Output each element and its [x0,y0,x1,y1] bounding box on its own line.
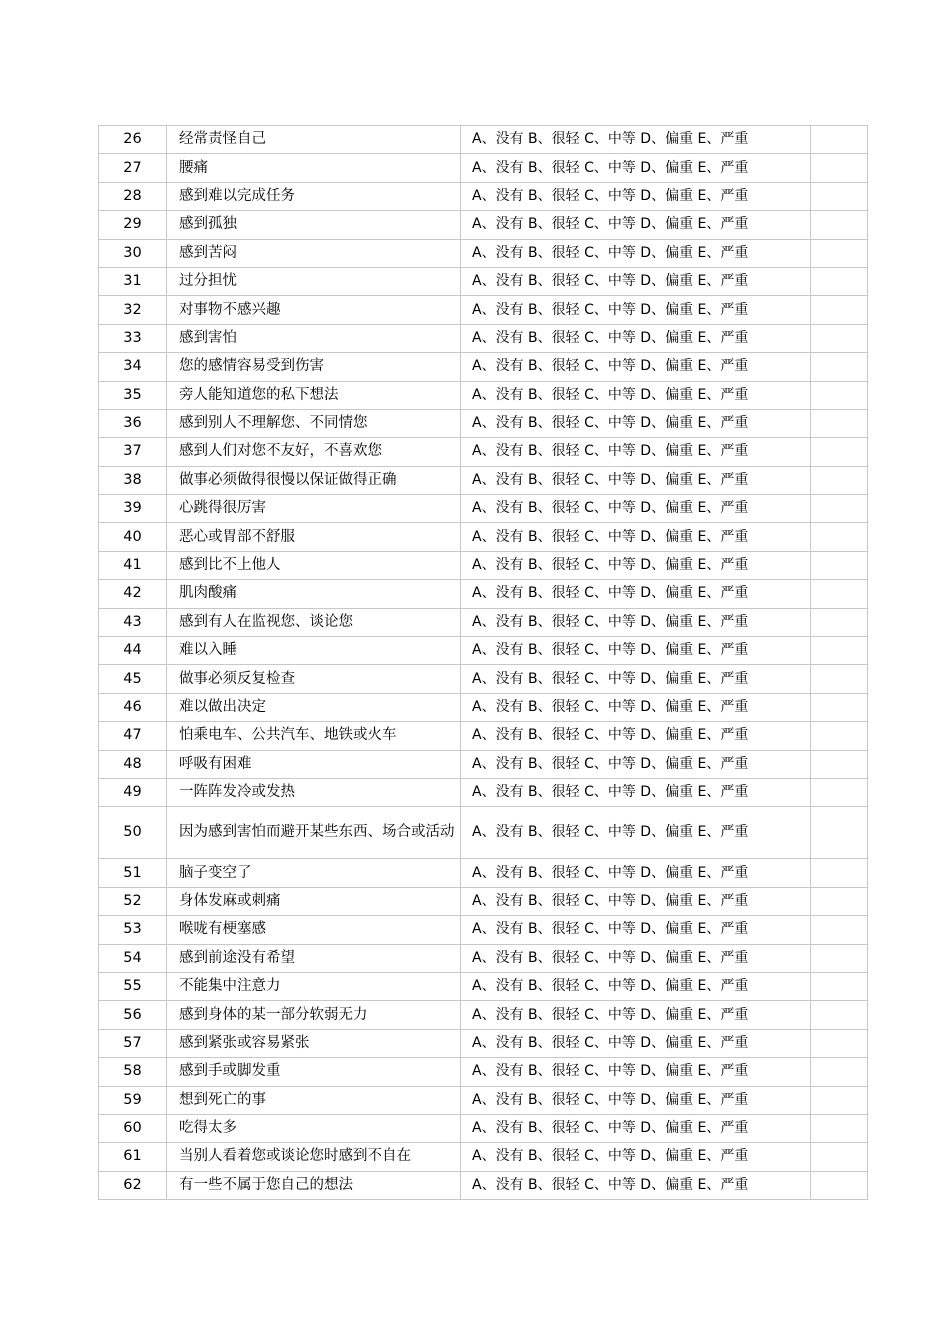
question-number: 32 [99,296,167,324]
answer-cell[interactable] [811,523,868,551]
answer-cell[interactable] [811,438,868,466]
question-row [99,1114,868,1142]
question-row [99,1171,868,1199]
answer-cell[interactable] [811,693,868,721]
answer-cell[interactable] [811,1171,868,1199]
answer-cell[interactable] [811,1058,868,1086]
question-number: 37 [99,438,167,466]
question-text: 感到手或脚发重 [167,1058,461,1086]
question-row [99,1029,868,1057]
answer-cell[interactable] [811,239,868,267]
question-number: 57 [99,1029,167,1057]
question-row [99,551,868,579]
question-row [99,887,868,915]
question-number: 28 [99,182,167,210]
answer-cell[interactable] [811,807,868,859]
question-text: 感到害怕 [167,324,461,352]
answer-options: A、没有 B、很轻 C、中等 D、偏重 E、严重 [461,523,811,551]
answer-cell[interactable] [811,1029,868,1057]
question-text: 您的感情容易受到伤害 [167,353,461,381]
question-text: 感到孤独 [167,211,461,239]
answer-cell[interactable] [811,944,868,972]
question-text: 吃得太多 [167,1114,461,1142]
answer-options: A、没有 B、很轻 C、中等 D、偏重 E、严重 [461,1086,811,1114]
answer-cell[interactable] [811,551,868,579]
question-text: 经常责怪自己 [167,126,461,154]
question-row [99,1143,868,1171]
answer-options: A、没有 B、很轻 C、中等 D、偏重 E、严重 [461,495,811,523]
answer-cell[interactable] [811,778,868,806]
question-text: 做事必须做得很慢以保证做得正确 [167,466,461,494]
question-number: 36 [99,409,167,437]
question-text: 难以做出决定 [167,693,461,721]
question-row [99,580,868,608]
answer-options: A、没有 B、很轻 C、中等 D、偏重 E、严重 [461,608,811,636]
question-row [99,807,868,859]
question-row [99,154,868,182]
answer-cell[interactable] [811,154,868,182]
question-text: 喉咙有梗塞感 [167,916,461,944]
answer-options: A、没有 B、很轻 C、中等 D、偏重 E、严重 [461,438,811,466]
answer-cell[interactable] [811,665,868,693]
question-text: 有一些不属于您自己的想法 [167,1171,461,1199]
question-row [99,239,868,267]
question-number: 54 [99,944,167,972]
answer-cell[interactable] [811,211,868,239]
question-number: 51 [99,859,167,887]
question-text: 感到比不上他人 [167,551,461,579]
answer-cell[interactable] [811,580,868,608]
answer-options: A、没有 B、很轻 C、中等 D、偏重 E、严重 [461,154,811,182]
question-row [99,324,868,352]
question-number: 46 [99,693,167,721]
question-number: 34 [99,353,167,381]
answer-cell[interactable] [811,126,868,154]
answer-cell[interactable] [811,296,868,324]
question-number: 62 [99,1171,167,1199]
answer-cell[interactable] [811,859,868,887]
question-number: 53 [99,916,167,944]
question-row [99,778,868,806]
question-number: 55 [99,972,167,1000]
answer-cell[interactable] [811,381,868,409]
question-row [99,523,868,551]
question-text: 感到紧张或容易紧张 [167,1029,461,1057]
answer-options: A、没有 B、很轻 C、中等 D、偏重 E、严重 [461,944,811,972]
question-text: 一阵阵发冷或发热 [167,778,461,806]
question-row [99,859,868,887]
answer-options: A、没有 B、很轻 C、中等 D、偏重 E、严重 [461,887,811,915]
answer-options: A、没有 B、很轻 C、中等 D、偏重 E、严重 [461,296,811,324]
question-row [99,126,868,154]
question-row [99,353,868,381]
questionnaire-body [99,126,868,1200]
question-number: 58 [99,1058,167,1086]
question-text: 感到苦闷 [167,239,461,267]
question-number: 52 [99,887,167,915]
question-number: 35 [99,381,167,409]
question-text: 身体发麻或刺痛 [167,887,461,915]
answer-options: A、没有 B、很轻 C、中等 D、偏重 E、严重 [461,807,811,859]
question-text: 难以入睡 [167,637,461,665]
answer-options: A、没有 B、很轻 C、中等 D、偏重 E、严重 [461,126,811,154]
answer-options: A、没有 B、很轻 C、中等 D、偏重 E、严重 [461,750,811,778]
question-text: 感到人们对您不友好，不喜欢您 [167,438,461,466]
question-row [99,637,868,665]
question-number: 26 [99,126,167,154]
question-text: 腰痛 [167,154,461,182]
question-row [99,267,868,295]
answer-cell[interactable] [811,722,868,750]
question-text: 过分担忧 [167,267,461,295]
answer-cell[interactable] [811,1086,868,1114]
answer-options: A、没有 B、很轻 C、中等 D、偏重 E、严重 [461,1029,811,1057]
questionnaire-table [98,125,868,1200]
question-row [99,438,868,466]
question-row [99,211,868,239]
question-text: 对事物不感兴趣 [167,296,461,324]
answer-options: A、没有 B、很轻 C、中等 D、偏重 E、严重 [461,1171,811,1199]
answer-options: A、没有 B、很轻 C、中等 D、偏重 E、严重 [461,409,811,437]
question-text: 旁人能知道您的私下想法 [167,381,461,409]
question-text: 感到前途没有希望 [167,944,461,972]
question-text: 恶心或胃部不舒服 [167,523,461,551]
answer-options: A、没有 B、很轻 C、中等 D、偏重 E、严重 [461,1114,811,1142]
question-number: 38 [99,466,167,494]
question-number: 43 [99,608,167,636]
question-number: 33 [99,324,167,352]
answer-options: A、没有 B、很轻 C、中等 D、偏重 E、严重 [461,1058,811,1086]
answer-options: A、没有 B、很轻 C、中等 D、偏重 E、严重 [461,1143,811,1171]
question-row [99,916,868,944]
answer-options: A、没有 B、很轻 C、中等 D、偏重 E、严重 [461,778,811,806]
question-number: 48 [99,750,167,778]
answer-cell[interactable] [811,887,868,915]
question-text: 呼吸有困难 [167,750,461,778]
answer-options: A、没有 B、很轻 C、中等 D、偏重 E、严重 [461,859,811,887]
answer-options: A、没有 B、很轻 C、中等 D、偏重 E、严重 [461,637,811,665]
answer-options: A、没有 B、很轻 C、中等 D、偏重 E、严重 [461,211,811,239]
question-number: 39 [99,495,167,523]
answer-options: A、没有 B、很轻 C、中等 D、偏重 E、严重 [461,324,811,352]
answer-cell[interactable] [811,1001,868,1029]
question-number: 30 [99,239,167,267]
answer-cell[interactable] [811,750,868,778]
question-row [99,381,868,409]
question-row [99,1058,868,1086]
answer-options: A、没有 B、很轻 C、中等 D、偏重 E、严重 [461,182,811,210]
question-number: 56 [99,1001,167,1029]
question-text: 做事必须反复检查 [167,665,461,693]
question-row [99,466,868,494]
answer-options: A、没有 B、很轻 C、中等 D、偏重 E、严重 [461,916,811,944]
answer-options: A、没有 B、很轻 C、中等 D、偏重 E、严重 [461,267,811,295]
answer-options: A、没有 B、很轻 C、中等 D、偏重 E、严重 [461,722,811,750]
question-text: 想到死亡的事 [167,1086,461,1114]
question-row [99,296,868,324]
question-number: 31 [99,267,167,295]
question-row [99,972,868,1000]
question-text: 感到身体的某一部分软弱无力 [167,1001,461,1029]
question-text: 心跳得很厉害 [167,495,461,523]
question-number: 29 [99,211,167,239]
question-row [99,608,868,636]
question-number: 61 [99,1143,167,1171]
question-text: 怕乘电车、公共汽车、地铁或火车 [167,722,461,750]
answer-cell[interactable] [811,916,868,944]
answer-cell[interactable] [811,182,868,210]
question-row [99,1001,868,1029]
question-row [99,182,868,210]
question-text: 不能集中注意力 [167,972,461,1000]
answer-cell[interactable] [811,972,868,1000]
answer-cell[interactable] [811,1114,868,1142]
answer-options: A、没有 B、很轻 C、中等 D、偏重 E、严重 [461,972,811,1000]
answer-options: A、没有 B、很轻 C、中等 D、偏重 E、严重 [461,1001,811,1029]
answer-cell[interactable] [811,495,868,523]
question-number: 27 [99,154,167,182]
question-row [99,722,868,750]
question-text: 当别人看着您或谈论您时感到不自在 [167,1143,461,1171]
answer-cell[interactable] [811,608,868,636]
answer-options: A、没有 B、很轻 C、中等 D、偏重 E、严重 [461,381,811,409]
answer-options: A、没有 B、很轻 C、中等 D、偏重 E、严重 [461,580,811,608]
answer-cell[interactable] [811,353,868,381]
question-row [99,665,868,693]
answer-options: A、没有 B、很轻 C、中等 D、偏重 E、严重 [461,551,811,579]
question-row [99,495,868,523]
answer-cell[interactable] [811,409,868,437]
question-number: 49 [99,778,167,806]
answer-cell[interactable] [811,267,868,295]
answer-cell[interactable] [811,1143,868,1171]
question-row [99,409,868,437]
answer-options: A、没有 B、很轻 C、中等 D、偏重 E、严重 [461,353,811,381]
question-text: 感到有人在监视您、谈论您 [167,608,461,636]
question-number: 60 [99,1114,167,1142]
question-row [99,1086,868,1114]
question-text: 感到别人不理解您、不同情您 [167,409,461,437]
question-number: 40 [99,523,167,551]
answer-options: A、没有 B、很轻 C、中等 D、偏重 E、严重 [461,239,811,267]
question-row [99,750,868,778]
question-number: 42 [99,580,167,608]
question-row [99,693,868,721]
question-text: 因为感到害怕而避开某些东西、场合或活动 [167,807,461,859]
answer-options: A、没有 B、很轻 C、中等 D、偏重 E、严重 [461,466,811,494]
answer-options: A、没有 B、很轻 C、中等 D、偏重 E、严重 [461,693,811,721]
question-row [99,944,868,972]
question-number: 44 [99,637,167,665]
question-number: 41 [99,551,167,579]
question-number: 47 [99,722,167,750]
question-text: 肌肉酸痛 [167,580,461,608]
answer-options: A、没有 B、很轻 C、中等 D、偏重 E、严重 [461,665,811,693]
question-text: 感到难以完成任务 [167,182,461,210]
question-number: 50 [99,807,167,859]
answer-cell[interactable] [811,466,868,494]
question-text: 脑子变空了 [167,859,461,887]
question-number: 45 [99,665,167,693]
answer-cell[interactable] [811,324,868,352]
answer-cell[interactable] [811,637,868,665]
question-number: 59 [99,1086,167,1114]
